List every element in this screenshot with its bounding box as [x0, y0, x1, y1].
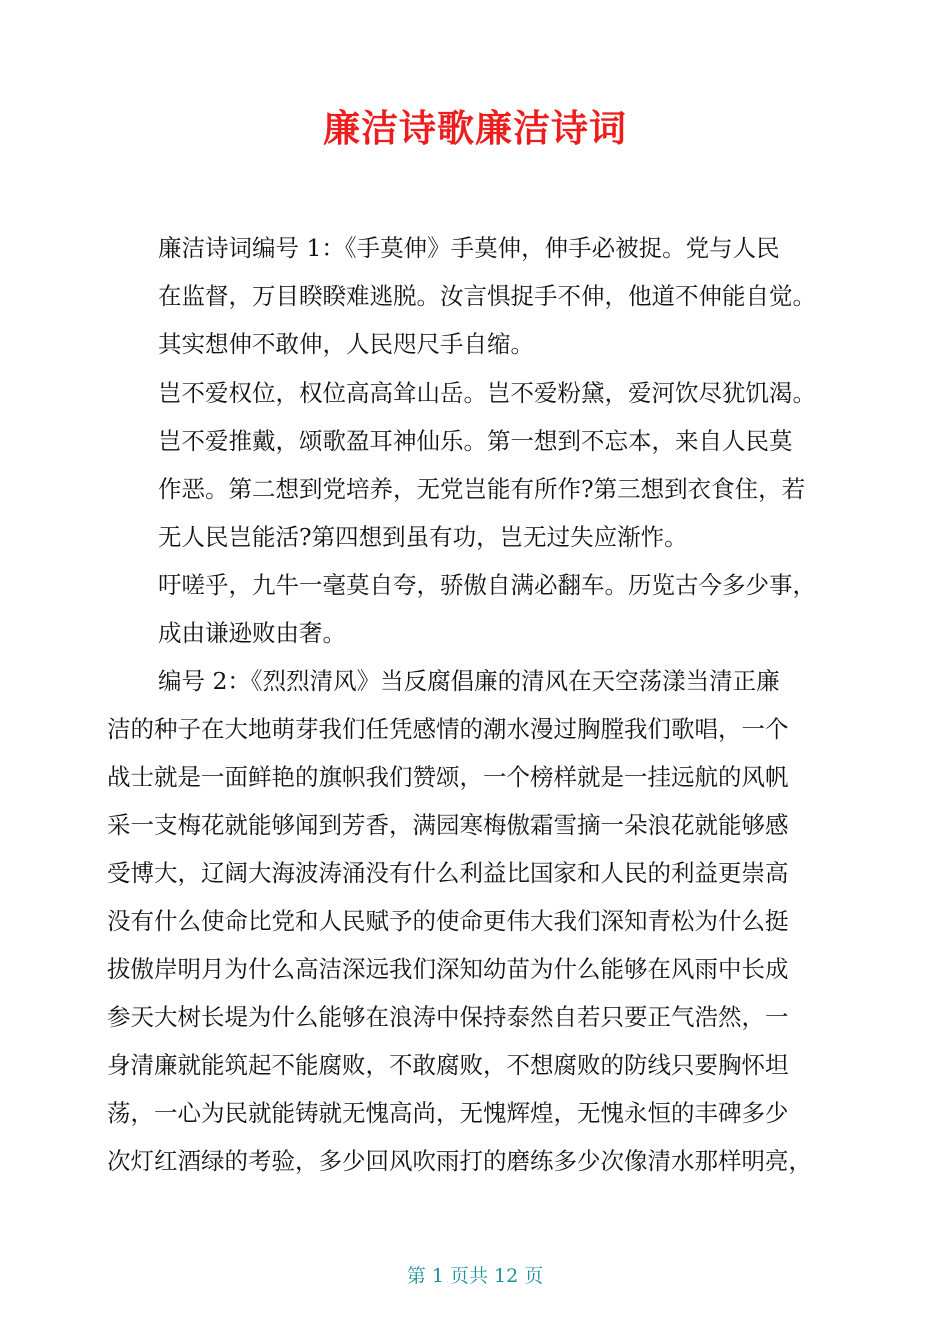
text-line: 成由谦逊败由奢。 [158, 619, 346, 647]
paragraph-2 [158, 369, 816, 561]
text-line: 其实想伸不敢伸，人民咫尺手自缩。 [158, 330, 534, 358]
text-line: 拔傲岸明月为什么高洁深远我们深知幼苗为什么能够在风雨中长成 [107, 955, 789, 983]
text-line: 受博大，辽阔大海波涛涌没有什么利益比国家和人民的利益更崇高 [107, 859, 789, 887]
text-line: 身清廉就能筑起不能腐败，不敢腐败，不想腐败的防线只要胸怀坦 [107, 1051, 789, 1079]
text-line: 采一支梅花就能够闻到芳香，满园寒梅傲霜雪摘一朵浪花就能够感 [107, 811, 789, 839]
text-line: 没有什么使命比党和人民赋予的使命更伟大我们深知青松为什么挺 [107, 907, 789, 935]
text-line: 作恶。第二想到党培养，无党岂能有所作?第三想到衣食住，若 [158, 475, 806, 503]
text-line: 在监督，万目睽睽难逃脱。汝言惧捉手不伸，他道不伸能自觉。 [158, 282, 816, 310]
paragraph-1 [158, 224, 816, 368]
text-line: 廉洁诗词编号 1：《手莫伸》手莫伸，伸手必被捉。党与人民 [158, 234, 780, 262]
text-line: 洁的种子在大地萌芽我们任凭感情的潮水漫过胸膛我们歌唱，一个 [107, 715, 789, 743]
text-line: 战士就是一面鲜艳的旗帜我们赞颂，一个榜样就是一挂远航的风帆 [107, 763, 789, 791]
paragraph-4 [107, 657, 812, 1185]
text-line: 岂不爱权位，权位高高耸山岳。岂不爱粉黛，爱河饮尽犹饥渴。 [158, 379, 816, 407]
text-line: 参天大树长堤为什么能够在浪涛中保持泰然自若只要正气浩然，一 [107, 1003, 789, 1031]
text-line: 编号 2：《烈烈清风》当反腐倡廉的清风在天空荡漾当清正廉 [158, 667, 780, 695]
text-line: 吁嗟乎，九牛一毫莫自夸，骄傲自满必翻车。历览古今多少事， [158, 571, 816, 599]
text-line: 无人民岂能活?第四想到虽有功，岂无过失应渐怍。 [158, 523, 688, 551]
text-line: 次灯红酒绿的考验，多少回风吹雨打的磨练多少次像清水那样明亮， [107, 1147, 812, 1175]
page-footer: 第 1 页共 12 页 [406, 1265, 544, 1287]
document-title: 廉洁诗歌廉洁诗词 [323, 107, 627, 150]
text-line: 荡，一心为民就能铸就无愧高尚，无愧辉煌，无愧永恒的丰碑多少 [107, 1099, 789, 1127]
text-line: 岂不爱推戴，颂歌盈耳神仙乐。第一想到不忘本，来自人民莫 [158, 427, 793, 455]
paragraph-3 [158, 561, 816, 657]
